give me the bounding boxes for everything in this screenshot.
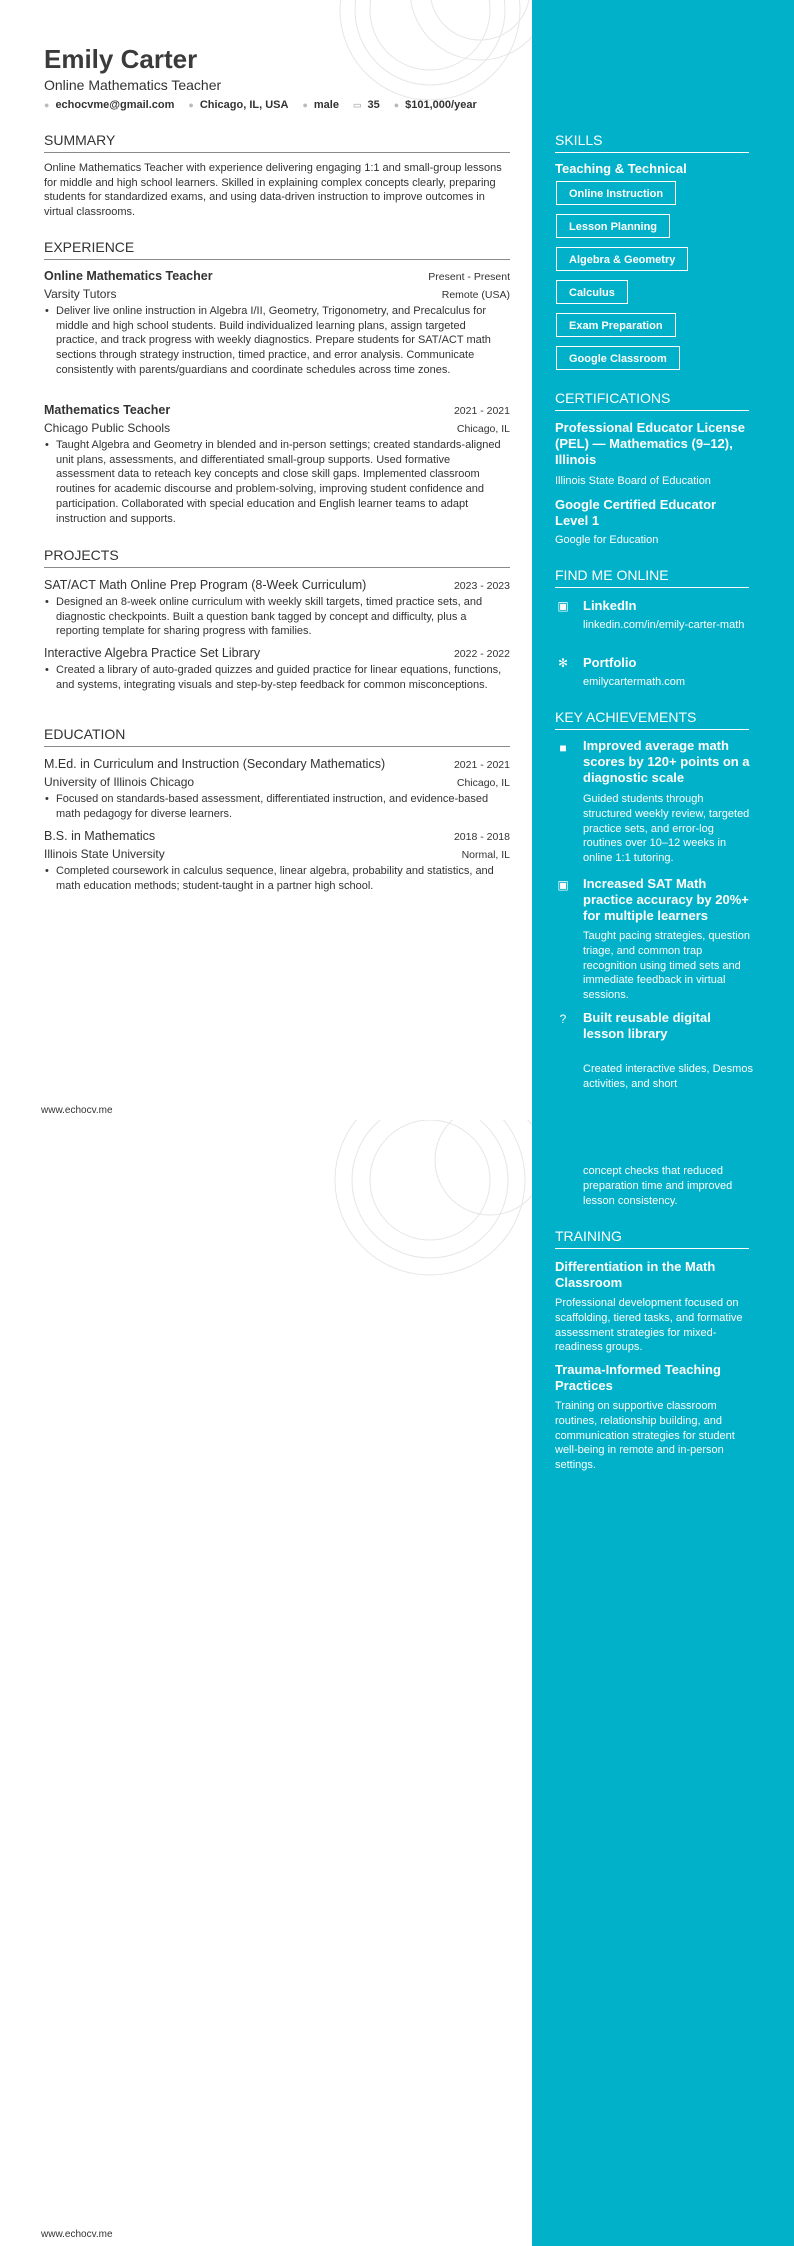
achievement-desc: Created interactive slides, Desmos activities, and short (583, 1063, 753, 1090)
experience-bullets (44, 438, 510, 526)
person-icon: ● (302, 100, 308, 110)
education-school: University of Illinois Chicago (44, 775, 195, 789)
certifications-heading: CERTIFICATIONS (555, 390, 749, 411)
find-me-heading: FIND ME ONLINE (555, 567, 749, 588)
skill-tag: Lesson Planning (556, 214, 670, 238)
achievement-title: Built reusable digital lesson library (583, 1010, 711, 1041)
background-pattern (250, 1120, 550, 1280)
experience-org: Varsity Tutors (44, 287, 117, 301)
summary-heading: SUMMARY (44, 132, 510, 153)
money-icon: ● (393, 100, 400, 110)
education-degree: B.S. in Mathematics (44, 829, 156, 843)
certification-issuer: Google for Education (555, 534, 659, 546)
education-heading: EDUCATION (44, 726, 510, 747)
gear-icon: ✻ (557, 656, 569, 670)
calendar-icon: ▣ (557, 599, 569, 613)
contact-bar (44, 99, 491, 111)
training-title: Differentiation in the Math Classroom (555, 1259, 716, 1290)
gender: male (313, 99, 339, 111)
portfolio-label: Portfolio (583, 655, 637, 670)
linkedin-url[interactable]: linkedin.com/in/emily-carter-math (583, 619, 745, 631)
calendar-icon: ▭ (352, 99, 362, 110)
education-bullets (44, 792, 510, 821)
training-heading: TRAINING (555, 1228, 749, 1249)
education-school-row (44, 847, 510, 861)
age: 35 (367, 99, 380, 111)
education-entry (44, 757, 510, 771)
experience-entry (44, 269, 510, 283)
question-icon: ? (559, 1012, 567, 1026)
experience-org: Chicago Public Schools (44, 421, 171, 435)
achievement-title: Increased SAT Math practice accuracy by 20%+ for multiple learners (583, 876, 749, 923)
experience-entry (44, 403, 510, 417)
salary: $101,000/year (405, 99, 477, 111)
education-degree: M.Ed. in Curriculum and Instruction (Secondary Mathematics) (44, 757, 386, 771)
portfolio-url[interactable]: emilycartermath.com (583, 676, 686, 688)
bullet-item: • Completed coursework in calculus sequence, linear algebra, probability and statistics, and math education methods; student-taught in a partner high school. (44, 864, 510, 893)
footer-url[interactable]: www.echocv.me (41, 2229, 113, 2240)
calendar-icon: ▣ (557, 878, 569, 892)
certification-name: Professional Educator License (PEL) — Mathematics (9–12), Illinois (555, 420, 746, 467)
bullet-item: • Taught Algebra and Geometry in blended and in-person settings; created standards-aligned unit plans, assessments, and differentiated small-group supports. Used formative assessment data to reteach key concepts and close skill gaps. Implemented classroom routines for academic discourse and problem-solving, improving student confidence and participation. Collaborated with special education and English learner teams to adapt instruction and supports. (44, 438, 510, 526)
email-icon: ● (44, 100, 50, 110)
project-title: SAT/ACT Math Online Prep Program (8-Week Curriculum) (44, 578, 367, 592)
project-title: Interactive Algebra Practice Set Library (44, 646, 261, 660)
education-date: 2018 - 2018 (453, 831, 510, 843)
training-desc: Professional development focused on scaffolding, tiered tasks, and formative assessment strategies for mixed-readiness groups. (555, 1297, 743, 1354)
achievement-desc: Taught pacing strategies, question triage, and common trap recognition using timed sets and immediate feedback in virtual sessions. (583, 930, 750, 1002)
achievement-desc: Guided students through structured weekly review, targeted practice sets, and error-log routines over 10–12 weeks in online 1:1 tutoring. (583, 793, 750, 865)
skill-tag: Calculus (556, 280, 628, 304)
skill-tag: Exam Preparation (556, 313, 676, 337)
bullet-item: • Focused on standards-based assessment, differentiated instruction, and evidence-based math pedagogy for diverse learners. (44, 792, 510, 821)
footer-url[interactable]: www.echocv.me (41, 1105, 113, 1116)
experience-org-row (44, 421, 510, 435)
summary-text: Online Mathematics Teacher with experience delivering engaging 1:1 and small-group lessons for middle and high school learners. Skilled in explaining complex concepts clearly, preparing students for standardized exams, and using data-driven instruction to improve outcomes in virtual classrooms. (44, 162, 502, 219)
experience-location: Chicago, IL (456, 423, 510, 435)
education-bullets (44, 864, 510, 893)
projects-heading: PROJECTS (44, 547, 510, 568)
education-school-row (44, 775, 510, 789)
experience-title: Online Mathematics Teacher (44, 269, 213, 283)
bullet-item: • Created a library of auto-graded quizzes and guided practice for linear equations, functions, and systems, integrating visuals and step-by-step feedback for common misconceptions. (44, 663, 510, 692)
project-entry (44, 578, 510, 592)
candidate-name: Emily Carter (44, 44, 198, 74)
experience-org-row (44, 287, 510, 301)
education-entry (44, 829, 510, 843)
chat-icon: ■ (559, 741, 567, 755)
experience-date: Present - Present (428, 271, 510, 283)
linkedin-label: LinkedIn (583, 598, 637, 613)
email[interactable]: echocvme@gmail.com (55, 99, 175, 111)
training-desc: Training on supportive classroom routines, relationship building, and communication strategies for student well-being in remote and in-person settings. (555, 1400, 735, 1472)
skills-heading: SKILLS (555, 132, 749, 153)
skill-tag: Online Instruction (556, 181, 676, 205)
experience-heading: EXPERIENCE (44, 239, 510, 260)
project-bullets (44, 663, 510, 692)
project-bullets (44, 595, 510, 639)
location: Chicago, IL, USA (199, 99, 289, 111)
skills-group: Teaching & Technical (555, 161, 687, 176)
achievement-title: Improved average math scores by 120+ points on a diagnostic scale (583, 738, 750, 785)
experience-date: 2021 - 2021 (453, 405, 510, 417)
certification-name: Google Certified Educator Level 1 (555, 497, 717, 528)
skill-tag: Algebra & Geometry (556, 247, 688, 271)
experience-title: Mathematics Teacher (44, 403, 171, 417)
experience-bullets (44, 304, 510, 378)
achievements-heading: KEY ACHIEVEMENTS (555, 709, 749, 730)
experience-location: Remote (USA) (441, 289, 510, 301)
project-date: 2023 - 2023 (453, 580, 510, 592)
education-date: 2021 - 2021 (453, 759, 510, 771)
certification-issuer: Illinois State Board of Education (555, 475, 711, 487)
education-location: Normal, IL (461, 849, 510, 861)
project-date: 2022 - 2022 (453, 648, 510, 660)
bullet-item: • Deliver live online instruction in Algebra I/II, Geometry, Trigonometry, and Precalculus for middle and high school students. Build individualized learning plans, assign targeted practice, and track progress with weekly diagnostics. Prepare students for SAT/ACT math sections through strategy instruction, timed practice, and error analysis. Communicate consistently with parents/guardians and coordinate schedules across time zones. (44, 304, 510, 378)
job-title: Online Mathematics Teacher (44, 77, 222, 93)
location-pin-icon: ● (188, 100, 194, 110)
training-title: Trauma-Informed Teaching Practices (555, 1362, 721, 1393)
education-location: Chicago, IL (456, 777, 510, 789)
education-school: Illinois State University (44, 847, 165, 861)
project-entry (44, 646, 510, 660)
skill-tag: Google Classroom (556, 346, 680, 370)
achievement-desc-continued: concept checks that reduced preparation time and improved lesson consistency. (583, 1165, 733, 1207)
bullet-item: • Designed an 8-week online curriculum with weekly skill targets, timed practice sets, and diagnostic checkpoints. Built a question bank tagged by concept and difficulty, plus a reporting template for sharing progress with families. (44, 595, 510, 639)
